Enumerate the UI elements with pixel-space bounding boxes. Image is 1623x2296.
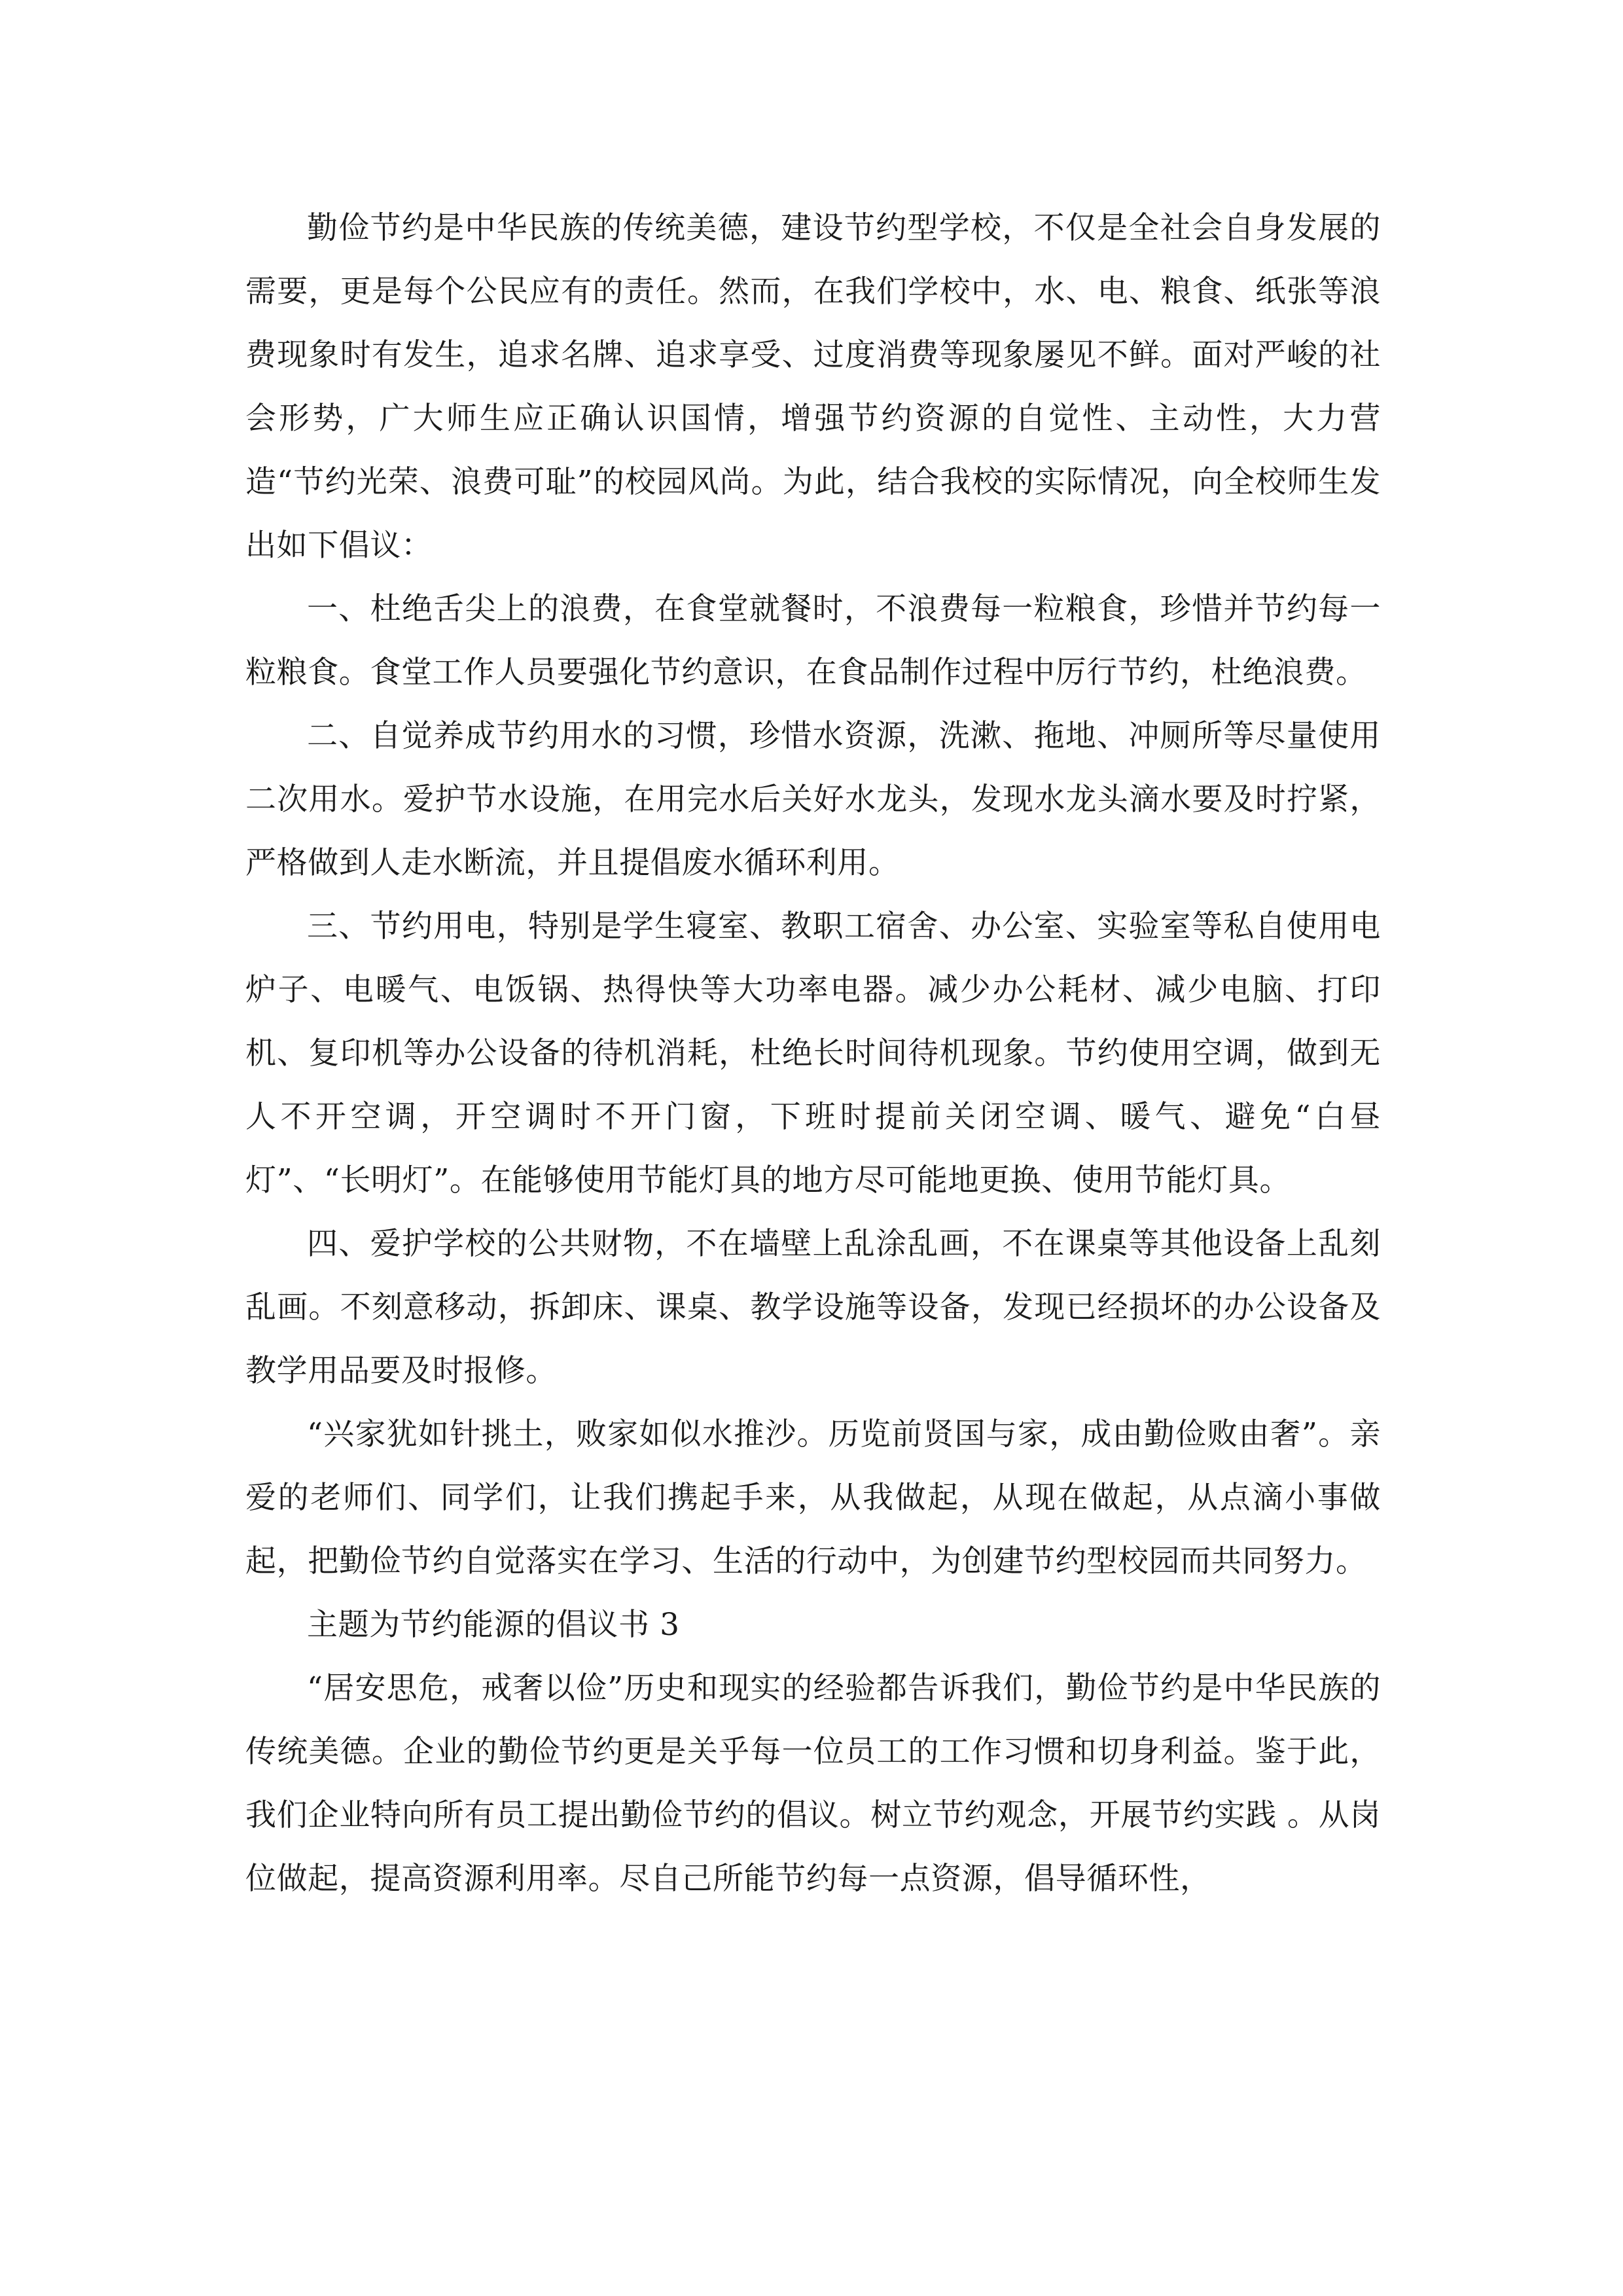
section-heading: 主题为节约能源的倡议书 3 (307, 1607, 680, 1643)
paragraph-intro: 勤俭节约是中华民族的传统美德，建设节约型学校，不仅是全社会自身发展的需要，更是每个公民应有的责任。然而，在我们学校中，水、电、粮食、纸张等浪费现象时有发生，追求名牌、追求享受、过度消费等现象屡见不鲜。面对严峻的社会形势，广大师生应正确认识国情，增强节约资源的自觉性、主动性，大力营造“节约光荣、浪费可耻”的校园风尚。为此，结合我校的实际情况，向全校师生发出如下倡议： (245, 210, 1381, 564)
paragraph-conclusion: “兴家犹如针挑土，败家如似水推沙。历览前贤国与家，成由勤俭败由奢”。亲爱的老师们、同学们，让我们携起手来，从我做起，从现在做起，从点滴小事做起，把勤俭节约自觉落实在学习、生活的行动中，为创建节约型校园而共同努力。 (245, 1416, 1381, 1579)
paragraph-item-2: 二、自觉养成节约用水的习惯，珍惜水资源，洗漱、拖地、冲厕所等尽量使用二次用水。爱护节水设施，在用完水后关好水龙头，发现水龙头滴水要及时拧紧，严格做到人走水断流，并且提倡废水循环利用。 (245, 718, 1381, 881)
paragraph-item-3: 三、节约用电，特别是学生寝室、教职工宿舍、办公室、实验室等私自使用电炉子、电暖气、电饭锅、热得快等大功率电器。减少办公耗材、减少电脑、打印机、复印机等办公设备的待机消耗，杜绝长时间待机现象。节约使用空调，做到无人不开空调，开空调时不开门窗，下班时提前关闭空调、暖气、避免“白昼灯”、“长明灯”。在能够使用节能灯具的地方尽可能地更换、使用节能灯具。 (245, 908, 1381, 1198)
paragraph-closing: “居安思危，戒奢以俭”历史和现实的经验都告诉我们，勤俭节约是中华民族的传统美德。企业的勤俭节约更是关乎每一位员工的工作习惯和切身利益。鉴于此，我们企业特向所有员工提出勤俭节约的倡议。树立节约观念，开展节约实践 。从岗位做起，提高资源利用率。尽自己所能节约每一点资源，倡导循环性， (245, 1670, 1381, 1897)
body-text (245, 196, 1381, 1910)
paragraph-item-4: 四、爱护学校的公共财物，不在墙壁上乱涂乱画，不在课桌等其他设备上乱刻乱画。不刻意移动，拆卸床、课桌、教学设施等设备，发现已经损坏的办公设备及教学用品要及时报修。 (245, 1226, 1381, 1389)
paragraph-item-1: 一、杜绝舌尖上的浪费，在食堂就餐时，不浪费每一粒粮食，珍惜并节约每一粒粮食。食堂工作人员要强化节约意识，在食品制作过程中厉行节约，杜绝浪费。 (245, 591, 1381, 691)
